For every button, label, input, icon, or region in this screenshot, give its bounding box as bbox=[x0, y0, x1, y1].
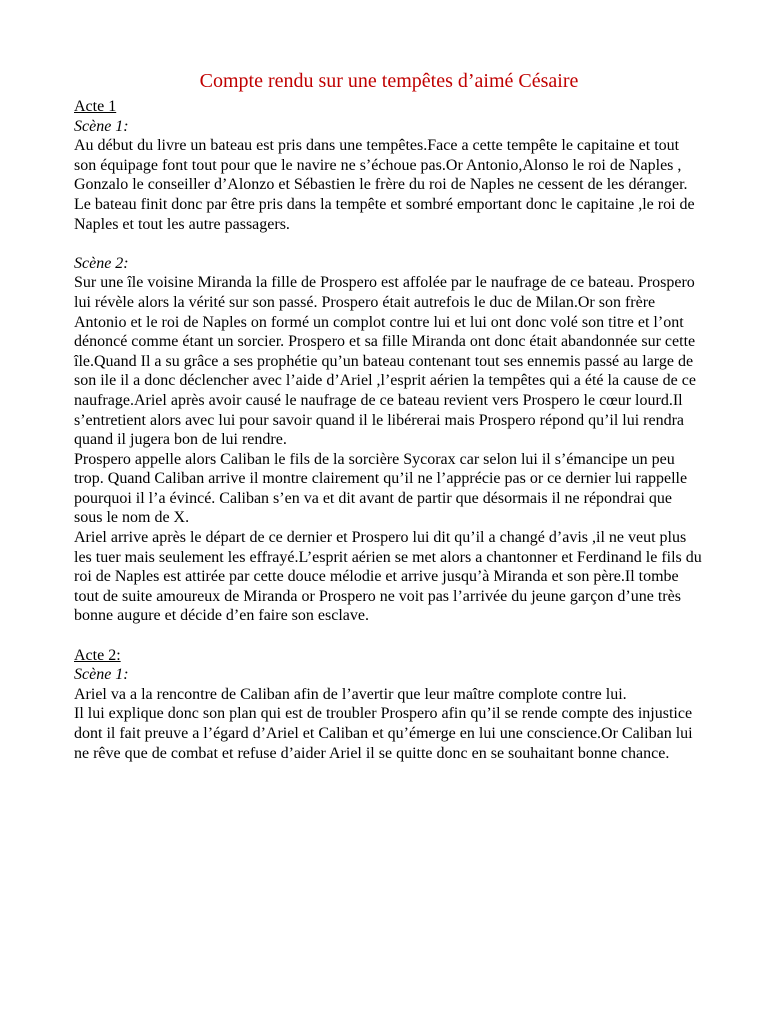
act-1-scene-2-paragraph-1: Sur une île voisine Miranda la fille de Prospero est affolée par le naufrage de ce bateau. Prospero lui révèle alors la vérité sur son passé. Prospero était autrefois le duc de Milan.Or son frère Antonio et le roi de Naples on formé un complot contre lui et lui ont donc volé son titre et l’ont dénoncé comme étant un sorcier. Prospero et sa fille Miranda ont donc était abandonnée sur cette île.Quand Il a su grâce a ses prophétie qu’un bateau contenant tout ses ennemis passé au large de son ile il a donc déclencher avec l’aide d’Ariel ,l’esprit aérien la tempêtes qui a été la cause de ce naufrage.Ariel après avoir causé le naufrage de ce bateau revient vers Prospero le cœur lourd.Il s’entretient alors avec lui pour savoir quand il le libérerai mais Prospero répond qu’il lui rendra quand il jugera bon de lui rendre. bbox=[74, 274, 696, 449]
act-2-scene-1-paragraph-2: Il lui explique donc son plan qui est de troubler Prospero afin qu’il se rende compte des injustice dont il fait preuve a l’égard d’Ariel et Caliban et qu’émerge en lui une conscience.Or Caliban lui ne rêve que de combat et refuse d’aider Ariel il se quitte donc en se souhaitant bonne chance. bbox=[74, 705, 693, 762]
document-body bbox=[74, 67, 704, 763]
act-1-scene-1-paragraph-1: Au début du livre un bateau est pris dans une tempêtes.Face a cette tempête le capitaine et tout son équipage font tout pour que le navire ne s’échoue pas.Or Antonio,Alonso le roi de Naples , Gonzalo le conseiller d’Alonzo et Sébastien le frère du roi de Naples ne cessent de les déranger. Le bateau finit donc par être pris dans la tempête et sombré emportant donc le capitaine ,le roi de Naples et tout les autre passagers. bbox=[74, 137, 695, 233]
act-1-scene-1-heading: Scène 1: bbox=[74, 117, 129, 135]
paragraph-spacer bbox=[74, 626, 704, 646]
act-2-scene-1-heading: Scène 1: bbox=[74, 666, 129, 684]
act-2-heading: Acte 2: bbox=[74, 646, 121, 664]
act-1-scene-2-paragraph-3: Ariel arrive après le départ de ce dernier et Prospero lui dit qu’il a changé d’avis ,il ne veut plus les tuer mais seulement les effrayé.L’esprit aérien se met alors a chantonner et Ferdinand le fils du roi de Naples est attirée par cette douce mélodie et arrive jusqu’à Miranda et son père.Il tombe tout de suite amoureux de Miranda or Prospero ne voit pas l’arrivée du jeune garçon d’une très bonne augure et décide d’en faire son esclave. bbox=[74, 529, 702, 625]
act-1-scene-2-paragraph-2: Prospero appelle alors Caliban le fils de la sorcière Sycorax car selon lui il s’émancipe un peu trop. Quand Caliban arrive il montre clairement qu’il ne l’apprécie pas or ce dernier lui rappelle pourquoi il l’a évincé. Caliban s’en va et dit avant de partir que désormais il ne répondrai que sous le nom de X. bbox=[74, 450, 688, 527]
act-1-heading: Acte 1 bbox=[74, 98, 117, 115]
act-2-scene-1-paragraph-1: Ariel va a la rencontre de Caliban afin de l’avertir que leur maître complote contre lui. bbox=[74, 685, 627, 703]
act-1-scene-2-heading: Scène 2: bbox=[74, 254, 129, 272]
document-title: Compte rendu sur une tempêtes d’aimé Césaire bbox=[199, 70, 579, 92]
paragraph-spacer bbox=[74, 234, 704, 254]
